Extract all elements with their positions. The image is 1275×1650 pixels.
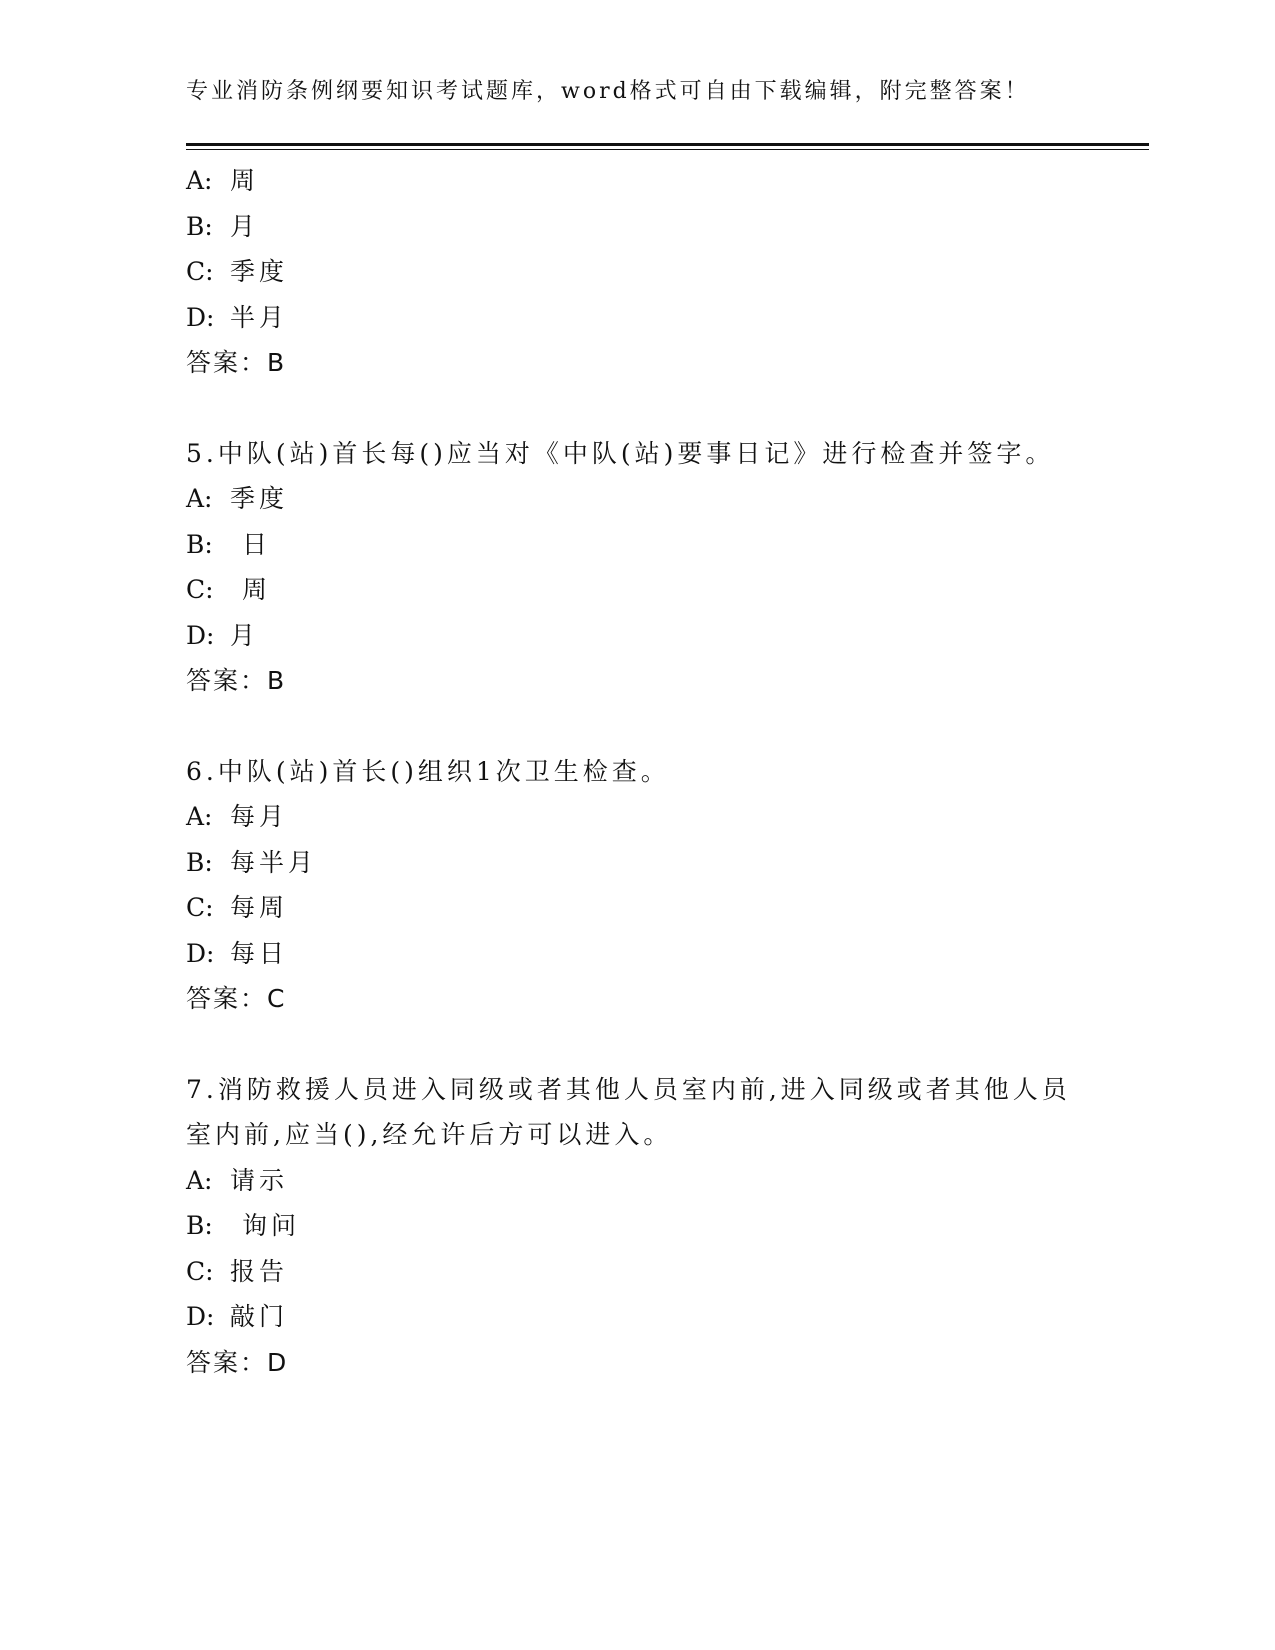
option-a	[186, 794, 1106, 840]
option-key: B:	[186, 529, 213, 559]
option-key: D:	[186, 938, 215, 968]
option-b	[186, 204, 1106, 250]
option-key: C:	[186, 257, 214, 286]
option-b	[186, 522, 1106, 568]
question-stem: 6.中队(站)首长()组织1次卫生检查。	[186, 756, 670, 786]
option-text: 每半月	[230, 847, 318, 877]
question-7	[186, 1067, 1106, 1386]
option-text: 季度	[230, 484, 289, 513]
option-a	[186, 158, 1106, 204]
option-text: 敲门	[230, 1302, 289, 1331]
option-text: 每周	[230, 893, 289, 922]
question-6	[186, 749, 1106, 1022]
question-stem-line-1: 7.消防救援人员进入同级或者其他人员室内前,进入同级或者其他人员	[186, 1074, 1071, 1104]
option-key: A:	[186, 166, 213, 195]
option-key: D:	[186, 302, 215, 332]
option-text: 周	[230, 575, 271, 604]
option-d	[186, 613, 1106, 659]
option-text: 半月	[230, 302, 289, 332]
question-4-tail	[186, 158, 1106, 386]
spacer	[186, 386, 1106, 431]
option-key: C:	[186, 1256, 214, 1286]
option-text: 请示	[230, 1165, 289, 1195]
option-text: 季度	[230, 257, 289, 286]
spacer	[186, 1022, 1106, 1067]
option-text: 月	[230, 620, 260, 650]
option-d	[186, 295, 1106, 341]
option-a	[186, 1158, 1106, 1204]
option-d	[186, 1294, 1106, 1340]
option-text: 报告	[230, 1256, 289, 1286]
spacer	[186, 704, 1106, 749]
option-key: B:	[186, 847, 213, 877]
option-text: 每月	[230, 802, 289, 831]
question-stem: 5.中队(站)首长每()应当对《中队(站)要事日记》进行检查并签字。	[186, 438, 1055, 468]
option-key: D:	[186, 620, 215, 650]
header-rule-thin	[186, 149, 1149, 150]
question-5	[186, 431, 1106, 704]
option-key: A:	[186, 1165, 213, 1195]
option-key: B:	[186, 211, 213, 241]
answer-line: 答案：B	[186, 348, 287, 377]
question-list	[186, 158, 1106, 1385]
option-key: A:	[186, 802, 213, 831]
question-stem-line-2: 室内前,应当(),经允许后方可以进入。	[186, 1120, 673, 1149]
option-key: B:	[186, 1211, 213, 1240]
answer-line: 答案：C	[186, 984, 287, 1013]
option-a	[186, 476, 1106, 522]
option-text: 询问	[230, 1211, 300, 1240]
option-c	[186, 249, 1106, 295]
option-b	[186, 840, 1106, 886]
option-d	[186, 931, 1106, 977]
option-b	[186, 1203, 1106, 1249]
option-key: C:	[186, 893, 214, 922]
option-text: 月	[230, 211, 260, 241]
option-key: A:	[186, 484, 213, 513]
option-c	[186, 1249, 1106, 1295]
header-rule-thick	[186, 143, 1149, 146]
answer-line: 答案：D	[186, 1347, 289, 1377]
option-text: 每日	[230, 938, 289, 968]
option-key: C:	[186, 575, 214, 604]
option-c	[186, 885, 1106, 931]
option-text: 周	[230, 166, 260, 195]
option-c	[186, 567, 1106, 613]
page-header: 专业消防条例纲要知识考试题库，word格式可自由下载编辑，附完整答案！	[186, 79, 1030, 104]
answer-line: 答案：B	[186, 666, 287, 695]
option-key: D:	[186, 1302, 215, 1331]
option-text: 日	[230, 529, 271, 559]
